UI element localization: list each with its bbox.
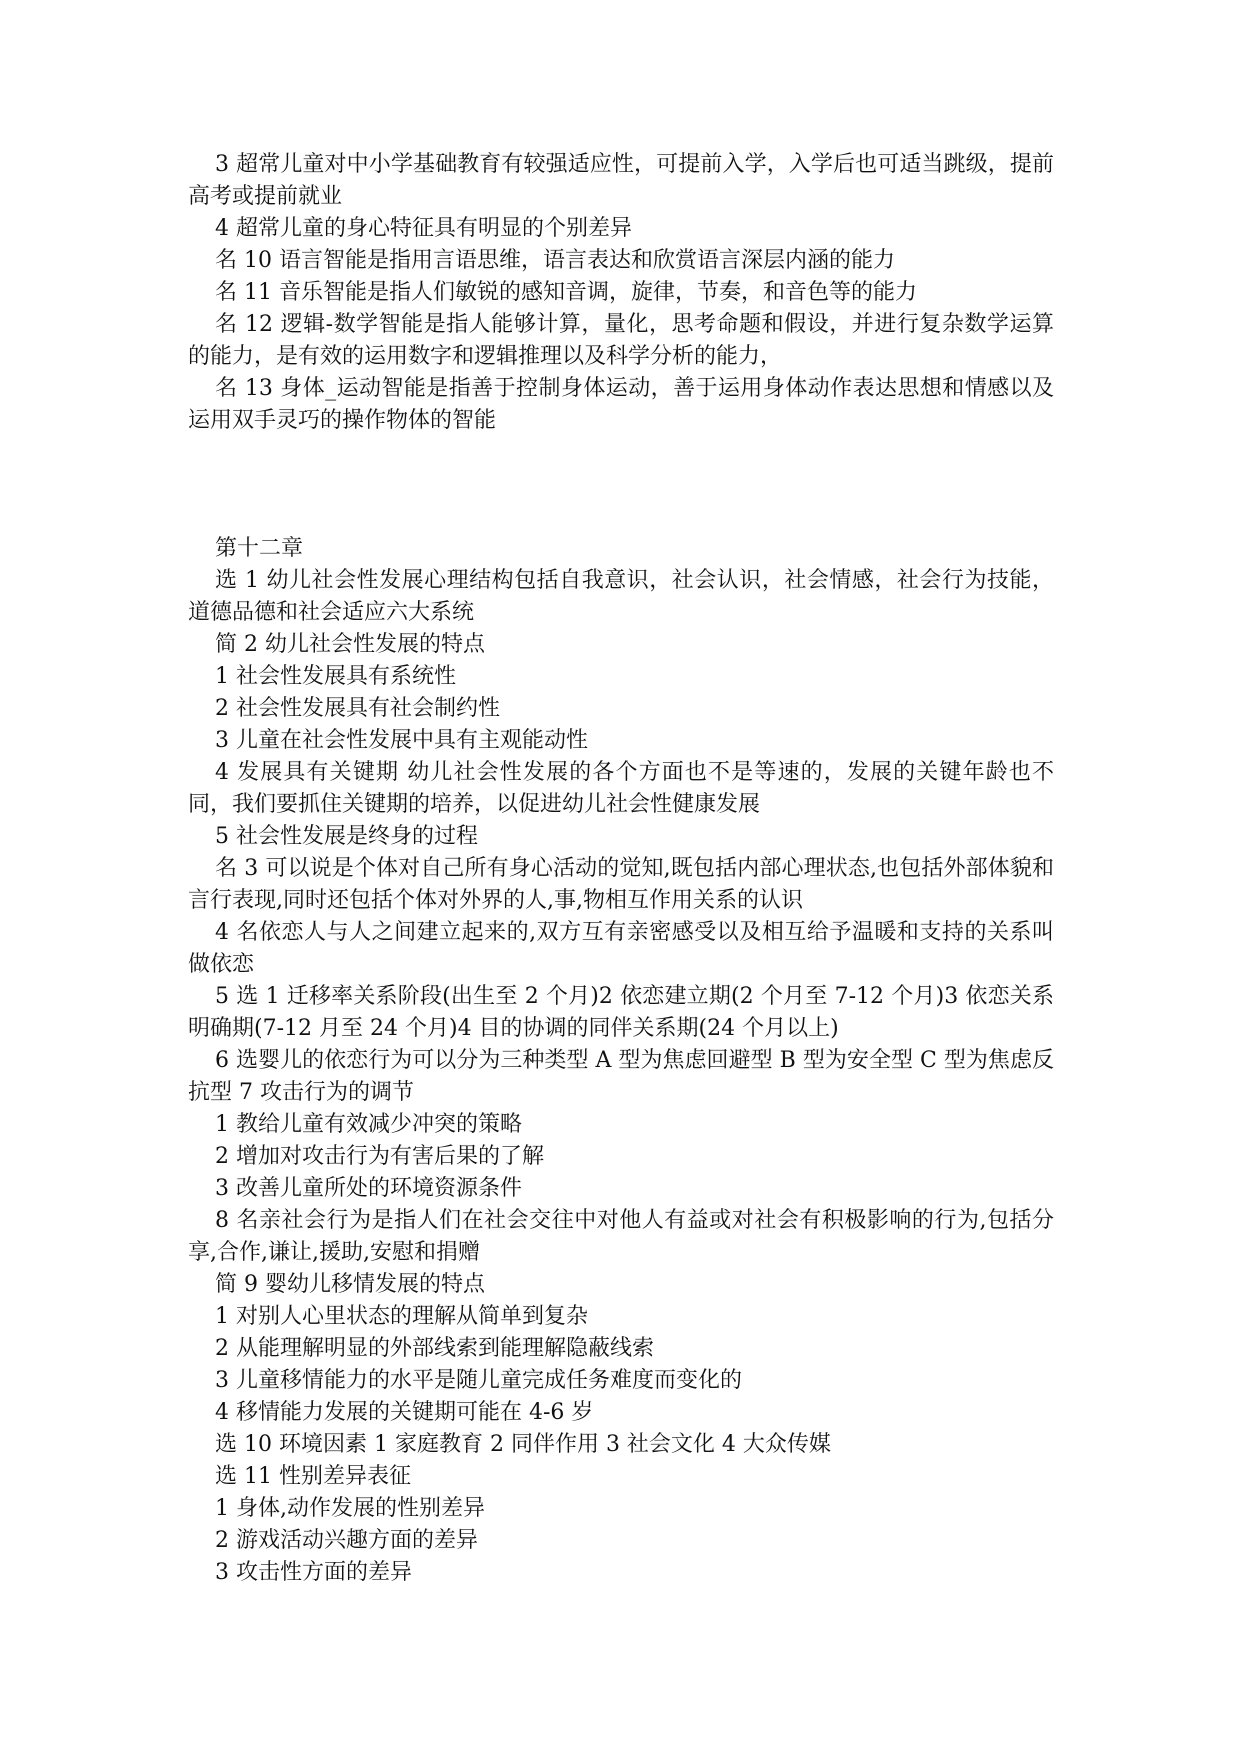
paragraph: 6 选婴儿的依恋行为可以分为三种类型 A 型为焦虑回避型 B 型为安全型 C 型为焦虑反抗型 7 攻击行为的调节 <box>188 1048 1054 1105</box>
paragraph: 1 对别人心里状态的理解从简单到复杂 <box>215 1304 588 1329</box>
paragraph: 3 儿童在社会性发展中具有主观能动性 <box>215 728 588 753</box>
chapter-heading: 第十二章 <box>215 536 304 561</box>
paragraph: 3 儿童移情能力的水平是随儿童完成任务难度而变化的 <box>215 1368 742 1393</box>
paragraph: 3 攻击性方面的差异 <box>215 1560 412 1585</box>
document-page <box>188 149 1054 1589</box>
paragraph: 选 10 环境因素 1 家庭教育 2 同伴作用 3 社会文化 4 大众传媒 <box>215 1432 831 1457</box>
paragraph: 5 社会性发展是终身的过程 <box>215 824 478 849</box>
paragraph: 2 从能理解明显的外部线索到能理解隐蔽线索 <box>215 1336 654 1361</box>
paragraph: 名 10 语言智能是指用言语思维，语言表达和欣赏语言深层内涵的能力 <box>215 248 895 273</box>
paragraph: 名 13 身体_运动智能是指善于控制身体运动，善于运用身体动作表达思想和情感以及运用双手灵巧的操作物体的智能 <box>188 376 1054 433</box>
paragraph: 名 12 逻辑-数学智能是指人能够计算，量化，思考命题和假设，并进行复杂数学运算的能力，是有效的运用数字和逻辑推理以及科学分析的能力， <box>188 312 1054 369</box>
paragraph: 名 11 音乐智能是指人们敏锐的感知音调，旋律，节奏，和音色等的能力 <box>215 280 917 305</box>
paragraph: 3 改善儿童所处的环境资源条件 <box>215 1176 522 1201</box>
paragraph: 1 身体,动作发展的性别差异 <box>215 1496 485 1521</box>
paragraph: 4 移情能力发展的关键期可能在 4-6 岁 <box>215 1400 594 1425</box>
section-gap <box>188 437 1054 533</box>
paragraph: 5 选 1 迁移率关系阶段(出生至 2 个月)2 依恋建立期(2 个月至 7-12 个月)3 依恋关系明确期(7-12 月至 24 个月)4 目的协调的同伴关系期(24 个月以上) <box>188 984 1054 1041</box>
paragraph: 选 1 幼儿社会性发展心理结构包括自我意识，社会认识，社会情感，社会行为技能，道德品德和社会适应六大系统 <box>188 568 1054 625</box>
paragraph: 2 增加对攻击行为有害后果的了解 <box>215 1144 544 1169</box>
paragraph: 3 超常儿童对中小学基础教育有较强适应性，可提前入学，入学后也可适当跳级，提前高考或提前就业 <box>188 152 1054 209</box>
paragraph: 2 社会性发展具有社会制约性 <box>215 696 500 721</box>
section-one <box>188 149 1054 437</box>
paragraph: 4 超常儿童的身心特征具有明显的个别差异 <box>215 216 632 241</box>
paragraph: 4 名依恋人与人之间建立起来的,双方互有亲密感受以及相互给予温暖和支持的关系叫做依恋 <box>188 920 1054 977</box>
paragraph: 简 9 婴幼儿移情发展的特点 <box>215 1272 485 1297</box>
paragraph: 8 名亲社会行为是指人们在社会交往中对他人有益或对社会有积极影响的行为,包括分享,合作,谦让,援助,安慰和捐赠 <box>188 1208 1054 1265</box>
paragraph: 名 3 可以说是个体对自己所有身心活动的觉知,既包括内部心理状态,也包括外部体貌和言行表现,同时还包括个体对外界的人,事,物相互作用关系的认识 <box>188 856 1054 913</box>
paragraph: 2 游戏活动兴趣方面的差异 <box>215 1528 478 1553</box>
paragraph: 选 11 性别差异表征 <box>215 1464 411 1489</box>
paragraph: 简 2 幼儿社会性发展的特点 <box>215 632 485 657</box>
section-two <box>188 533 1054 1589</box>
paragraph: 4 发展具有关键期 幼儿社会性发展的各个方面也不是等速的，发展的关键年龄也不同，我们要抓住关键期的培养，以促进幼儿社会性健康发展 <box>188 760 1054 817</box>
paragraph: 1 社会性发展具有系统性 <box>215 664 456 689</box>
paragraph: 1 教给儿童有效减少冲突的策略 <box>215 1112 522 1137</box>
